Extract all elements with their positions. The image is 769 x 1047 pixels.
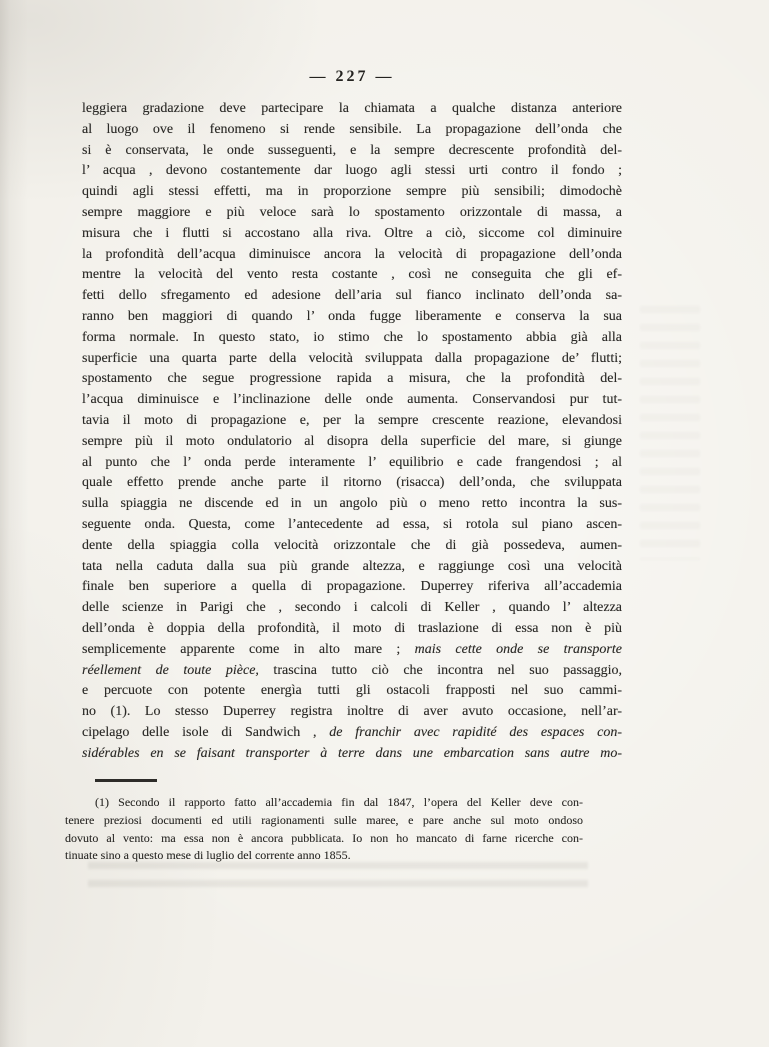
text-line xyxy=(82,411,622,432)
ink-bleedthrough xyxy=(88,856,588,890)
text-line xyxy=(82,702,622,723)
body-text xyxy=(82,99,622,765)
text-segment: mentre la velocità del vento resta costante , così ne conseguita che gli ef- xyxy=(82,267,622,283)
ink-bleedthrough xyxy=(640,300,700,560)
text-segment: la profondità dell’acqua diminuisce ancora la velocità di propagazione dell’onda xyxy=(82,246,622,262)
text-segment: cipelago delle isole di Sandwich , xyxy=(82,724,330,740)
text-segment: e percuote con potente energìa tutti gli ostacoli frapposti nel suo cammi- xyxy=(82,683,622,699)
text-line xyxy=(82,557,622,578)
text-line xyxy=(65,830,583,848)
text-line xyxy=(82,245,622,266)
text-segment: si è conservata, le onde susseguenti, e la sempre decrescente profondità del- xyxy=(82,142,622,158)
text-segment: ranno ben maggiori di quando l’ onda fugge liberamente e conserva la sua xyxy=(82,308,622,324)
text-segment: seguente onda. Questa, come l’antecedente ad essa, si rotola sul piano ascen- xyxy=(82,516,622,532)
text-segment: forma normale. In questo stato, io stimo che lo spostamento abbia già alla xyxy=(82,329,622,345)
text-line xyxy=(82,473,622,494)
text-line xyxy=(82,120,622,141)
text-line xyxy=(82,744,622,765)
text-segment: sempre maggiore e più veloce sarà lo spostamento orizzontale di massa, a xyxy=(82,204,622,220)
text-line xyxy=(82,141,622,162)
text-line xyxy=(82,182,622,203)
text-line xyxy=(82,224,622,245)
text-segment: tata nella caduta dalla sua più grande altezza, e raggiunge così una velocità xyxy=(82,558,622,574)
text-segment: dell’onda è doppia della profondità, il moto di traslazione di essa non è più xyxy=(82,620,622,636)
text-line xyxy=(82,453,622,474)
text-line xyxy=(82,515,622,536)
footnote-separator xyxy=(95,779,157,782)
text-segment: sulla spiaggia ne discende ed in un angolo più o meno retto incontra la sus- xyxy=(82,496,622,512)
text-segment: spostamento che segue progressione rapida a misura, che la profondità del- xyxy=(82,371,622,387)
text-segment: quindi agli stessi effetti, ma in proporzione sempre più sensibili; dimodochè xyxy=(82,184,622,200)
text-segment: tinuate sino a questo mese di luglio del corrente anno 1855. xyxy=(65,848,351,863)
text-segment: (1) Secondo il rapporto fatto all’accademia fin dal 1847, l’opera del Keller deve con- xyxy=(95,795,583,809)
text-line xyxy=(82,536,622,557)
text-line xyxy=(82,577,622,598)
text-segment: tenere preziosi documenti ed utili ragionamenti sulle maree, e pare anche sul moto ondoso xyxy=(65,812,583,827)
text-segment: leggiera gradazione deve partecipare la chiamata a qualche distanza anteriore xyxy=(82,101,622,116)
text-segment: no (1). Lo stesso Duperrey registra inoltre di aver avuto occasione, nell’ar- xyxy=(82,704,622,720)
text-segment: sempre più il moto ondulatorio al disopra della superficie del mare, si giunge xyxy=(82,433,622,449)
text-segment: tavia il moto di propagazione e, per la sempre crescente reazione, elevandosi xyxy=(82,412,622,428)
text-line xyxy=(82,203,622,224)
text-line xyxy=(65,812,583,830)
text-segment: quale effetto prende anche parte il ritorno (risacca) dell’onda, che sviluppata xyxy=(82,475,622,491)
italic-text-segment: réellement de toute pièce, xyxy=(82,662,259,678)
text-line xyxy=(82,161,622,182)
text-line xyxy=(82,681,622,702)
footnote xyxy=(65,794,583,865)
text-segment: dente della spiaggia colla velocità orizzontale che di già possedeva, aumen- xyxy=(82,537,622,553)
text-line xyxy=(82,328,622,349)
text-segment: delle scienze in Parigi che , secondo i calcoli di Keller , quando l’ altezza xyxy=(82,600,622,616)
text-line xyxy=(82,286,622,307)
text-segment: dovuto al vento: ma essa non è ancora pubblicata. Io non ho mancato di farne ricerche con- xyxy=(65,830,583,845)
text-segment: semplicemente apparente come in alto mare ; xyxy=(82,641,415,657)
text-line xyxy=(82,661,622,682)
text-line xyxy=(82,432,622,453)
text-segment: finale ben superiore a quella di propagazione. Duperrey riferiva all’accademia xyxy=(82,579,622,595)
text-segment: al punto che l’ onda perde interamente l’ equilibrio e cade frangendosi ; al xyxy=(82,454,622,470)
text-line xyxy=(82,369,622,390)
text-segment: superficie una quarta parte della velocità sviluppata dalla propagazione de’ flutti; xyxy=(82,350,622,366)
text-line xyxy=(82,640,622,661)
italic-text-segment: sidérables en se faisant transporter à terre dans une embarcation sans autre mo- xyxy=(82,745,622,761)
page-number-header: — 227 — xyxy=(309,68,395,85)
text-line xyxy=(82,723,622,744)
text-line xyxy=(82,494,622,515)
text-line xyxy=(82,99,622,120)
text-line xyxy=(65,794,583,812)
text-line xyxy=(82,349,622,370)
text-line xyxy=(82,598,622,619)
text-segment: fetti dello sfregamento ed adesione dell’aria sul fianco inclinato dell’onda sa- xyxy=(82,288,622,304)
text-line xyxy=(82,307,622,328)
text-segment: l’acqua diminuisce e l’inclinazione delle onde aumenta. Conservandosi pur tut- xyxy=(82,392,622,408)
text-line xyxy=(82,265,622,286)
text-segment: trascina tutto ciò che incontra nel suo passaggio, xyxy=(258,662,622,678)
text-segment: misura che i flutti si accostano alla riva. Oltre a ciò, siccome col diminuire xyxy=(82,225,622,241)
text-line xyxy=(82,619,622,640)
text-line xyxy=(82,390,622,411)
italic-text-segment: de franchir avec rapidité des espaces con- xyxy=(329,724,622,740)
text-segment: l’ acqua , devono costantemente dar luogo agli stessi urti contro il fondo ; xyxy=(82,163,622,179)
text-segment: al luogo ove il fenomeno si rende sensibile. La propagazione dell’onda che xyxy=(82,121,622,137)
italic-text-segment: mais cette onde se transporte xyxy=(414,641,622,657)
